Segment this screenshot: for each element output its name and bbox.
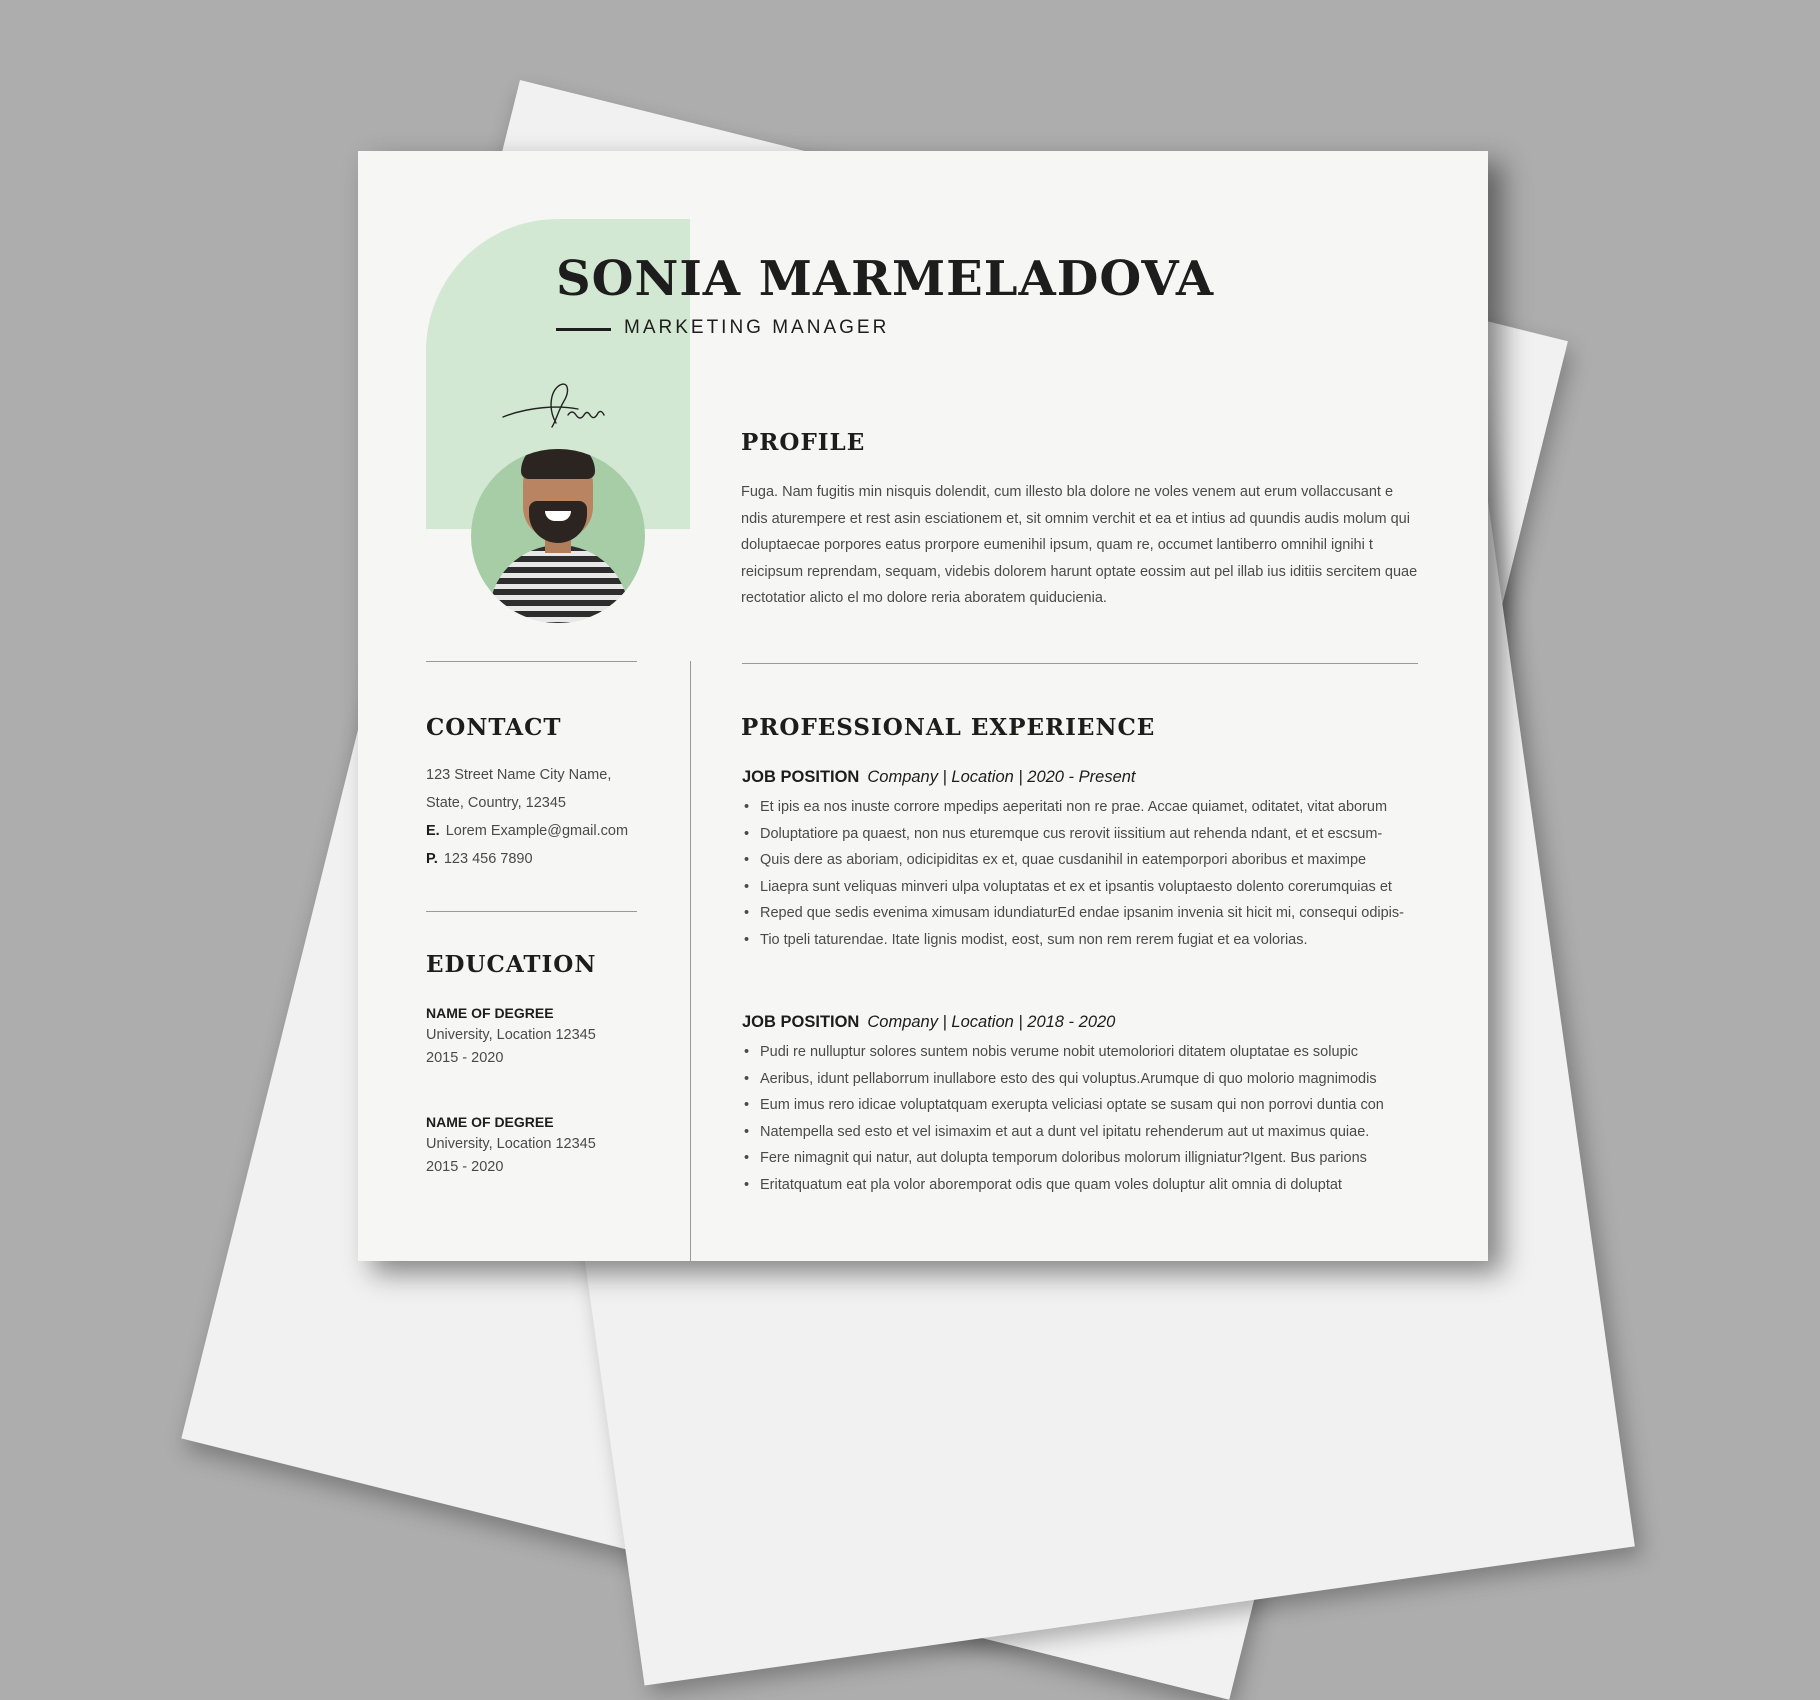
left-divider-top — [426, 661, 637, 662]
right-divider — [742, 663, 1418, 664]
job-meta: Company | Location | 2018 - 2020 — [867, 1013, 1116, 1031]
left-divider-middle — [426, 911, 637, 912]
job-title: MARKETING MANAGER — [624, 317, 890, 338]
phone-label: P. — [426, 851, 438, 867]
education-years: 2015 - 2020 — [426, 1050, 504, 1066]
job-bullet-list — [742, 794, 1442, 953]
job-bullet-list — [742, 1039, 1442, 1198]
profile-photo — [471, 449, 645, 623]
job-meta: Company | Location | 2020 - Present — [867, 768, 1136, 786]
job-bullet: • Et ipis ea nos inuste corrore mpedips aeperitati non re prae. Accae quiamet, oditatet, vitat aborum — [742, 794, 1442, 821]
job-bullet: • Aeribus, idunt pellaborrum inullabore esto des qui voluptus.Arumque di quo molorio magnimodis — [742, 1066, 1442, 1093]
job-bullet: • Eritatquatum eat pla volor aboremporat odis que quam voles doluptur alit omnia di doluptat — [742, 1172, 1442, 1199]
contact-heading: CONTACT — [426, 714, 562, 741]
education-degree: NAME OF DEGREE — [426, 1114, 554, 1130]
job-bullet: • Fere nimagnit qui natur, aut dolupta temporum doloribus molorum illigniatur?Igent. Bus parions — [742, 1145, 1442, 1172]
education-school: University, Location 12345 — [426, 1136, 596, 1152]
contact-phone: 123 456 7890 — [443, 851, 533, 867]
job-bullet: • Pudi re nulluptur solores suntem nobis verume nobit utemoloriori ditatem oluptatae es solupic — [742, 1039, 1442, 1066]
experience-heading: PROFESSIONAL EXPERIENCE — [741, 714, 1156, 741]
education-years: 2015 - 2020 — [426, 1159, 504, 1175]
job-position: JOB POSITION — [742, 768, 860, 786]
contact-phone-row — [426, 851, 533, 867]
profile-text: Fuga. Nam fugitis min nisquis dolendit, cum illesto bla dolore ne voles venem aut erum vollaccusant e ndis aturempere et rest asin esciationem et, sit omnim verchit et ea et intius ad quundis audis molum qui doluptaecae porpores eatus prorpore eumenihil ipsum, quam re, occumet lantiberro omnihil ignihi t reicipsum reprendam, sequam, videbis dolorem harunt optate eossim aut pel illab ius iditiis sercitem quae rectotatior alicto el mo dolore reria aboratem quiducienia. — [741, 484, 1418, 606]
job-position: JOB POSITION — [742, 1013, 860, 1031]
job-bullet: • Doluptatiore pa quaest, non nus eturemque cus rerovit iissitium aut rehenda ndant, et et escsum- — [742, 821, 1442, 848]
job-header — [742, 768, 1136, 787]
photo-hair — [521, 449, 595, 479]
job-bullet: • Quis dere as aboriam, odicipiditas ex et, quae cusdanihil in eatemporpori aboribus et maximpe — [742, 847, 1442, 874]
signature-icon — [498, 379, 618, 439]
contact-email-row — [426, 823, 628, 839]
job-bullet: • Liaepra sunt veliquas minveri ulpa voluptatas et ex et ipsantis voluptaesto dolento corerumquias et — [742, 874, 1442, 901]
title-divider — [556, 328, 611, 331]
job-bullet: • Reped que sedis evenima ximusam idundiaturEd endae ipsanim invenia sit hicit mi, consequi odipis- — [742, 900, 1442, 927]
contact-address-line2: State, Country, 12345 — [426, 795, 566, 811]
photo-beard — [529, 501, 587, 543]
candidate-name: SONIA MARMELADOVA — [556, 251, 1215, 307]
job-bullet: • Natempella sed esto et vel isimaxim et aut a dunt vel ipitatu rehenderum aut ut maximus quiae. — [742, 1119, 1442, 1146]
education-school: University, Location 12345 — [426, 1027, 596, 1043]
resume-page — [358, 151, 1488, 1261]
job-header — [742, 1013, 1115, 1032]
photo-shirt — [489, 545, 629, 623]
education-degree: NAME OF DEGREE — [426, 1005, 554, 1021]
email-label: E. — [426, 823, 440, 839]
education-heading: EDUCATION — [426, 951, 597, 978]
contact-email[interactable]: Lorem Example@gmail.com — [445, 823, 629, 839]
profile-heading: PROFILE — [741, 429, 866, 456]
job-bullet: • Tio tpeli taturendae. Itate lignis modist, eost, sum non rem rerem fugiat et ea volorias. — [742, 927, 1442, 954]
column-divider — [690, 661, 691, 1261]
contact-address-line1: 123 Street Name City Name, — [426, 767, 612, 783]
job-bullet: • Eum imus rero idicae voluptatquam exerupta veliciasi optate se susam qui non porrovi duntia con — [742, 1092, 1442, 1119]
